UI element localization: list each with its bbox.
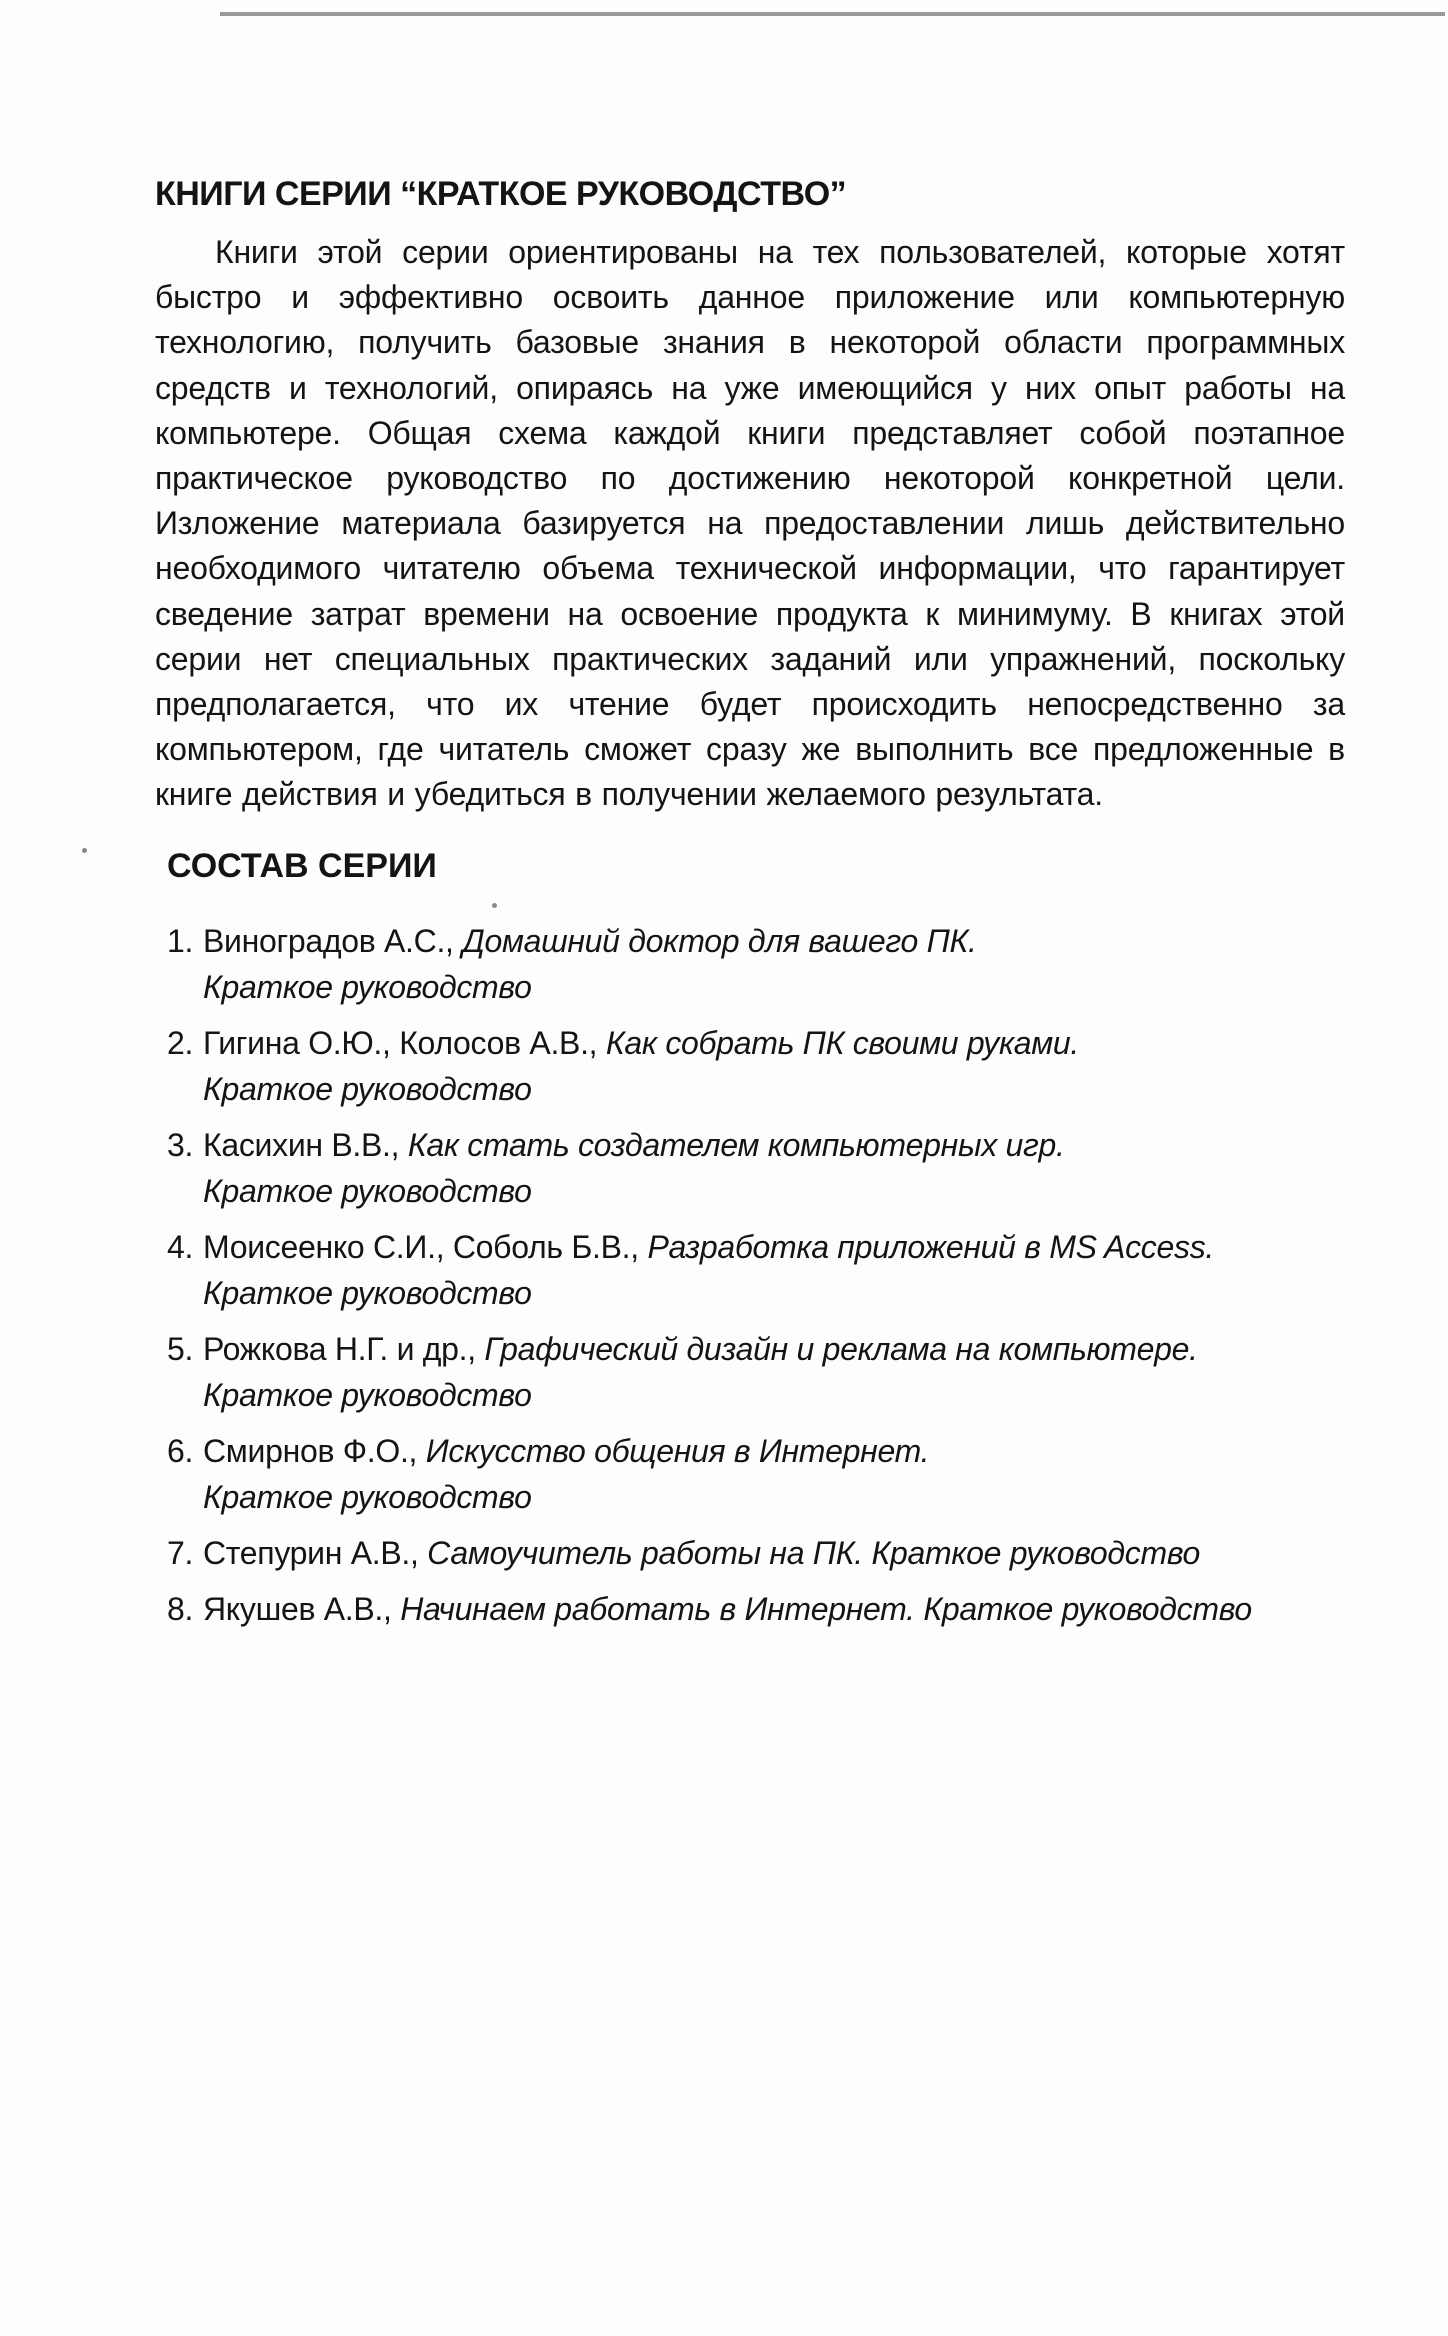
- book-title: Как стать создателем компьютерных игр.: [407, 1126, 1065, 1163]
- contents-heading: СОСТАВ СЕРИИ: [167, 846, 437, 885]
- book-series: Краткое руководство: [203, 1274, 532, 1311]
- list-item: [155, 1122, 1345, 1214]
- book-title: Самоучитель работы на ПК.: [427, 1534, 863, 1571]
- book-title: Графический дизайн и реклама на компьютере.: [484, 1330, 1198, 1367]
- book-series: Краткое руководство: [203, 1478, 532, 1515]
- book-authors: Степурин А.В.,: [203, 1534, 428, 1571]
- book-authors: Виноградов А.С.,: [203, 922, 463, 959]
- book-title: Искусство общения в Интернет.: [425, 1432, 930, 1469]
- top-rule: [220, 12, 1445, 16]
- item-number: 4.: [167, 1228, 194, 1265]
- item-number: 7.: [167, 1534, 194, 1571]
- book-series: Краткое руководство: [203, 1376, 532, 1413]
- book-authors: Рожкова Н.Г. и др.,: [203, 1330, 485, 1367]
- book-authors: Касихин В.В.,: [203, 1126, 408, 1163]
- scan-speck: [82, 848, 87, 853]
- book-authors: Гигина О.Ю., Колосов А.В.,: [203, 1024, 606, 1061]
- book-title: Домашний доктор для вашего ПК.: [462, 922, 977, 959]
- item-number: 3.: [167, 1126, 194, 1163]
- book-series: Краткое руководство: [203, 1172, 532, 1209]
- intro-paragraph: Книги этой серии ориентированы на тех пользователей, которые хотят быстро и эффективно освоить данное приложение или компьютерную технологию, получить базовые знания в некоторой области программных средств и технологий, опираясь на уже имеющийся у них опыт работы на компьютере. Общая схема каждой книги представляет собой поэтапное практическое руководство по достижению некоторой конкретной цели. Изложение материала базируется на предоставлении лишь действительно необходимого читателю объема технической информации, что гарантирует сведение затрат времени на освоение продукта к минимуму. В книгах этой серии нет специальных практических заданий или упражнений, поскольку предполагается, что их чтение будет происходить непосредственно за компьютером, где читатель сможет сразу же выполнить все предложенные в книге действия и убедиться в получении желаемого результата.: [155, 234, 1345, 813]
- book-series: Краткое руководство: [203, 1070, 532, 1107]
- list-item: [155, 1530, 1345, 1576]
- book-series: Краткое руководство: [203, 968, 532, 1005]
- book-authors: Якушев А.В.,: [203, 1590, 401, 1627]
- series-heading: КНИГИ СЕРИИ “КРАТКОЕ РУКОВОДСТВО”: [155, 175, 847, 213]
- book-title: Начинаем работать в Интернет.: [400, 1590, 915, 1627]
- book-authors: Моисеенко С.И., Соболь Б.В.,: [203, 1228, 648, 1265]
- list-item: [155, 1586, 1345, 1632]
- book-authors: Смирнов Ф.О.,: [203, 1432, 426, 1469]
- list-item: [155, 1020, 1345, 1112]
- page-content: [155, 172, 1345, 1642]
- book-title: Как собрать ПК своими руками.: [605, 1024, 1080, 1061]
- item-number: 8.: [167, 1590, 194, 1627]
- book-series: Краткое руководство: [914, 1590, 1252, 1627]
- item-number: 5.: [167, 1330, 194, 1367]
- item-number: 1.: [167, 922, 194, 959]
- list-item: [155, 1224, 1345, 1316]
- item-number: 2.: [167, 1024, 194, 1061]
- list-item: [155, 1326, 1345, 1418]
- item-number: 6.: [167, 1432, 194, 1469]
- book-title: Разработка приложений в MS Access.: [647, 1228, 1214, 1265]
- book-list: [155, 918, 1345, 1632]
- list-item: [155, 918, 1345, 1010]
- book-series: Краткое руководство: [862, 1534, 1201, 1571]
- list-item: [155, 1428, 1345, 1520]
